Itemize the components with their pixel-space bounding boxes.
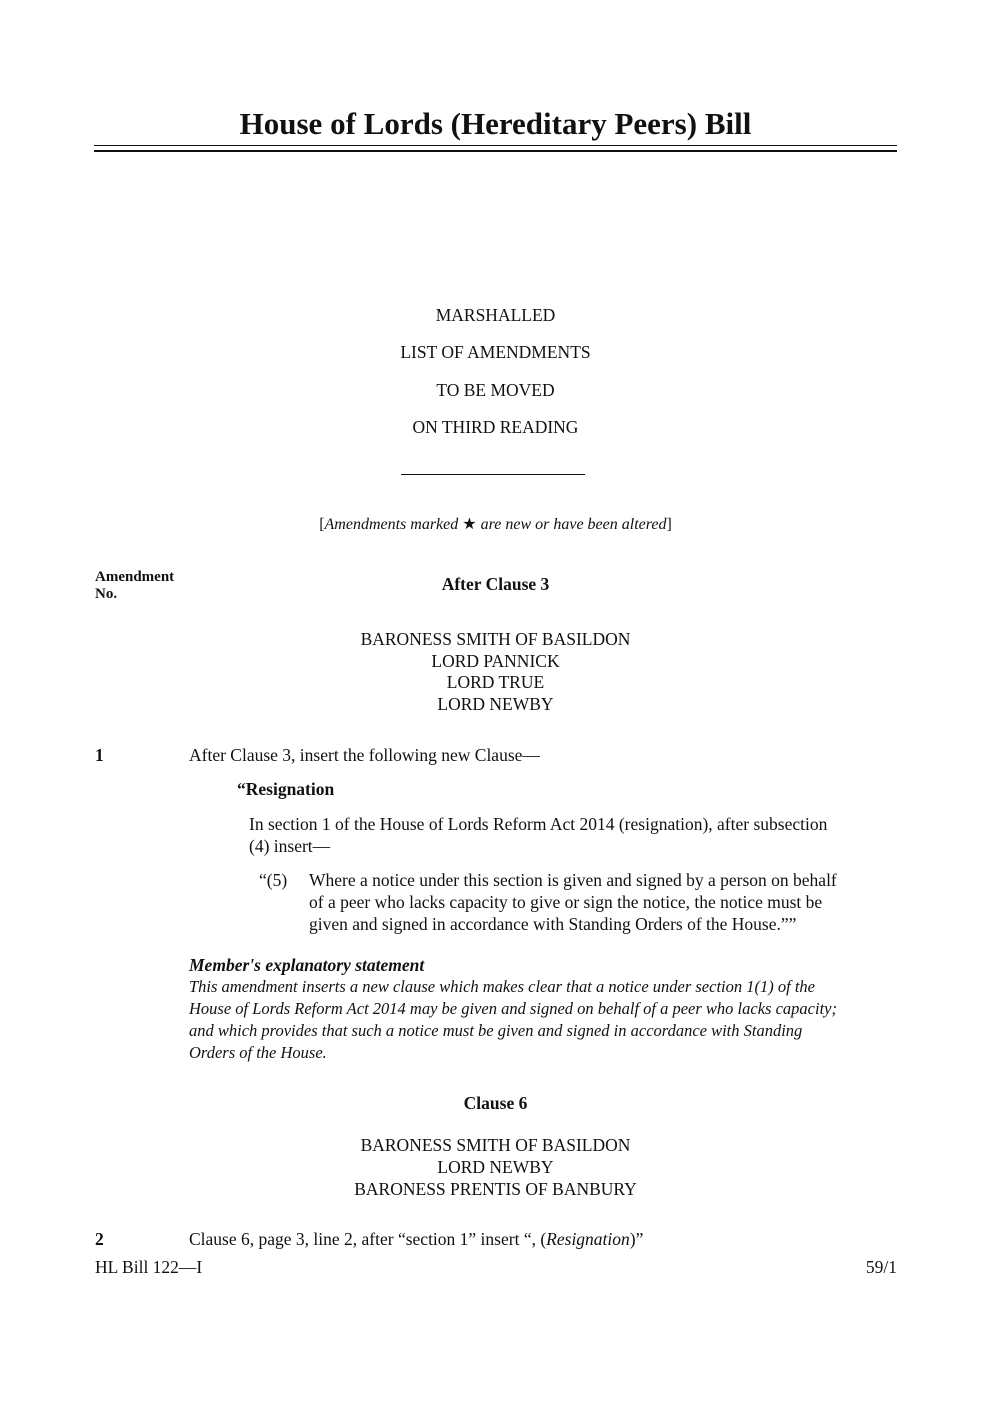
heading-line: LIST OF AMENDMENTS bbox=[400, 342, 591, 362]
text: Clause 6, page 3, line 2, after “section 1” insert “, ( bbox=[189, 1229, 547, 1249]
star-icon: ★ bbox=[462, 516, 477, 533]
statement-text: This amendment inserts a new clause which makes clear that a notice under section 1(1) of the bbox=[189, 977, 815, 996]
subsection-text: given and signed in accordance with Standing Orders of the House.”” bbox=[309, 914, 797, 934]
note-text: are new or have been altered bbox=[476, 516, 667, 533]
footer-page-ref: 59/1 bbox=[865, 1257, 897, 1277]
bracket: [ bbox=[319, 516, 325, 533]
member-name: LORD TRUE bbox=[446, 672, 545, 692]
member-name: LORD NEWBY bbox=[437, 1157, 554, 1177]
member-name: BARONESS SMITH OF BASILDON bbox=[360, 629, 631, 649]
clause-body: In section 1 of the House of Lords Reform Act 2014 (resignation), after subsection bbox=[249, 814, 828, 834]
amendment-text bbox=[189, 1229, 643, 1250]
amendments-note bbox=[0, 514, 991, 534]
bracket: ] bbox=[666, 516, 672, 533]
footer-bill-ref: HL Bill 122—I bbox=[95, 1257, 203, 1277]
divider bbox=[401, 474, 585, 475]
clause-body: (4) insert— bbox=[249, 836, 331, 856]
title-rule-thick bbox=[94, 150, 897, 152]
subsection-text: Where a notice under this section is given and signed by a person on behalf bbox=[309, 870, 837, 890]
member-name: BARONESS SMITH OF BASILDON bbox=[360, 1135, 631, 1155]
title-rule-thin bbox=[94, 145, 897, 146]
heading-line: ON THIRD READING bbox=[412, 417, 579, 437]
heading-line: MARSHALLED bbox=[435, 305, 556, 325]
subsection-text: of a peer who lacks capacity to give or sign the notice, the notice must be bbox=[309, 892, 823, 912]
statement-text: House of Lords Reform Act 2014 may be given and signed on behalf of a peer who lacks capacity; bbox=[189, 999, 837, 1018]
note-text: Amendments marked bbox=[324, 516, 463, 533]
amendment-text: After Clause 3, insert the following new Clause— bbox=[189, 745, 540, 765]
statement-text: and which provides that such a notice must be given and signed in accordance with Standing bbox=[189, 1021, 803, 1040]
bill-title: House of Lords (Hereditary Peers) Bill bbox=[239, 106, 752, 141]
member-name: BARONESS PRENTIS OF BANBURY bbox=[354, 1179, 637, 1199]
section-heading: After Clause 3 bbox=[441, 574, 550, 594]
amendment-number: 2 bbox=[95, 1229, 104, 1249]
statement-text: Orders of the House. bbox=[189, 1043, 327, 1062]
subsection-label: “(5) bbox=[259, 870, 288, 890]
section-heading: Clause 6 bbox=[463, 1093, 528, 1113]
text: )” bbox=[629, 1229, 644, 1249]
statement-heading: Member's explanatory statement bbox=[189, 955, 425, 975]
amendment-number: 1 bbox=[95, 745, 104, 765]
clause-title: “Resignation bbox=[237, 779, 335, 799]
member-name: LORD PANNICK bbox=[431, 651, 560, 671]
amendment-no-label: Amendment bbox=[95, 569, 175, 585]
text: Resignation bbox=[546, 1229, 630, 1249]
member-name: LORD NEWBY bbox=[437, 694, 554, 714]
heading-line: TO BE MOVED bbox=[436, 380, 555, 400]
amendment-no-label: No. bbox=[95, 586, 118, 602]
